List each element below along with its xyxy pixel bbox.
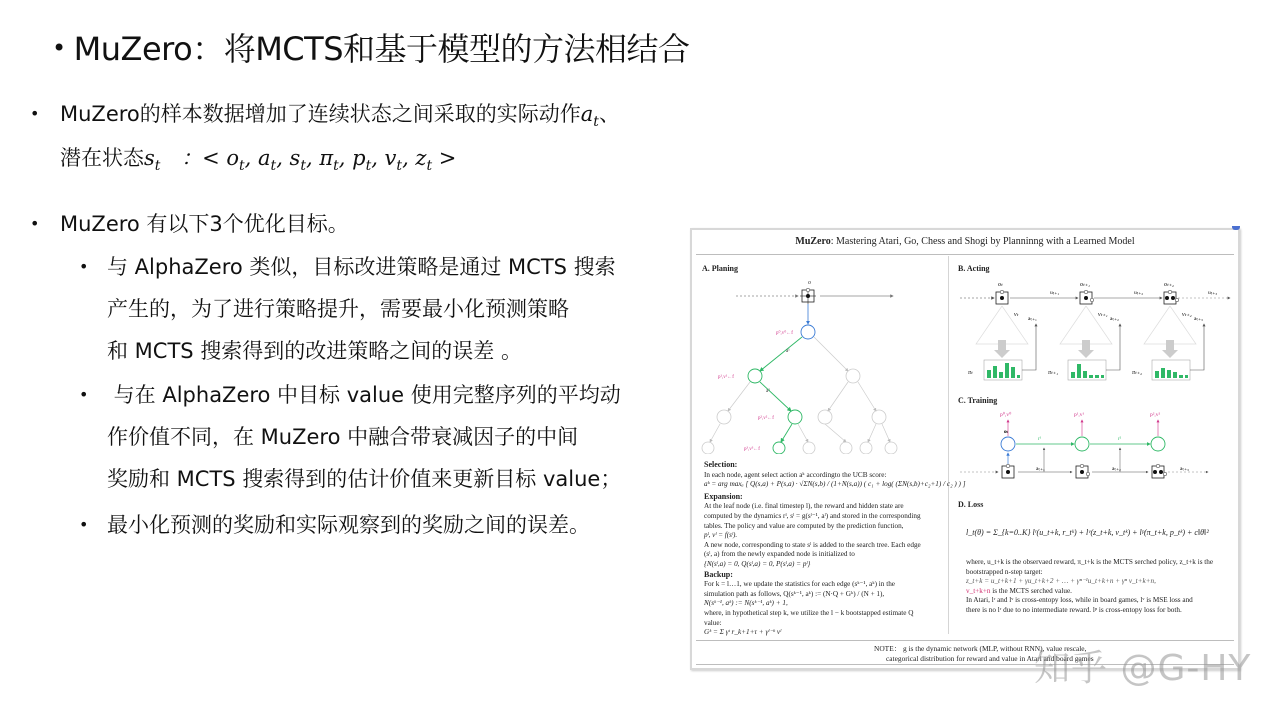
objective-reward xyxy=(79,504,590,546)
figure-note: NOTE： g is the dynamic network (MLP, without RNN), value rescale, categorical distribution for reward and value in Atari and board games xyxy=(874,644,1094,663)
objective-line: 和 MCTS 搜索得到的改进策略之间的误差 。 xyxy=(107,339,522,363)
svg-text:p¹,v¹: p¹,v¹ xyxy=(1074,412,1085,418)
svg-text:a¹: a¹ xyxy=(786,349,790,354)
svg-text:aₜ₊₂: aₜ₊₂ xyxy=(1110,316,1119,322)
svg-text:p⁰,v⁰←f: p⁰,v⁰←f xyxy=(776,331,793,336)
svg-text:r²: r² xyxy=(1118,437,1122,442)
svg-text:p²,v²: p²,v² xyxy=(1150,412,1161,418)
svg-text:o: o xyxy=(808,280,811,286)
planning-description: Selection: In each node, agent select action aᵏ accordingto the UCB score: aᵏ = arg maxₐ [ Q(s,a) + P(s,a) · √ΣN(s,b) / (1+N(s,a)) ( c₁ + log( (ΣN(s,b)+c₂+1) / c₂ ) ) ] Expansion: At the leaf node (i.e. final timestep l), the reward and hidden state are computed by the dynamics rˡ, sˡ = g(sˡ⁻¹, aˡ) and stored in the corresponding tables. The policy and value are computed by the prediction function, pˡ, vˡ = f(sˡ). A new node, corresponding to state sˡ is added to the search tree. Each edge (sˡ, a) from the newly expanded node is initialized to {N(sˡ,a) = 0, Q(sˡ,a) = 0, P(sˡ,a) = pˡ} Backup: For k = l…1, we update the statistics for each edge (sᵏ⁻¹, aᵏ) in the simulation path as follows, Q(sᵏ⁻¹, aᵏ) := (N·Q + Gᵏ) / (N + 1), N(sᵏ⁻¹, aᵏ) := N(sᵏ⁻¹, aᵏ) + 1, where, in hypothetical step k, we utilize the l − k bootstapped estimate Q value: Gᵏ = Σ γᵗ r_k+1+τ + γˡ⁻ᵏ vˡ xyxy=(704,460,966,637)
bullet-dot: • xyxy=(30,104,40,123)
zhihu-watermark: 知乎 @G-HY xyxy=(1034,648,1252,689)
svg-text:uₜ₊₁: uₜ₊₁ xyxy=(1050,290,1060,296)
svg-text:aₜ₊₃: aₜ₊₃ xyxy=(1194,316,1203,322)
bullet-dot: • xyxy=(79,257,89,276)
svg-text:a²: a² xyxy=(766,389,770,394)
bullet-sample-data xyxy=(30,94,620,142)
svg-text:vₜ: vₜ xyxy=(1014,312,1019,318)
bullet-text: MuZero的样本数据增加了连续状态之间采取的实际动作 xyxy=(60,102,581,126)
svg-text:πₜ₊₁: πₜ₊₁ xyxy=(1048,370,1059,376)
svg-text:oₜ₊₁: oₜ₊₁ xyxy=(1080,282,1091,288)
bullet-text: 潜在状态 xyxy=(60,146,144,170)
bullet-objectives-heading xyxy=(30,204,349,244)
svg-text:oₜ: oₜ xyxy=(1004,430,1008,435)
svg-text:vₜ₊₁: vₜ₊₁ xyxy=(1098,312,1108,318)
svg-text:p³,v³←f: p³,v³←f xyxy=(744,447,760,452)
objective-policy xyxy=(79,246,616,372)
section-training-label: C. Training xyxy=(958,396,998,405)
objective-line: 最小化预测的奖励和实际观察到的奖励之间的误差。 xyxy=(107,513,590,537)
acting-step xyxy=(968,282,1037,380)
bullet-dot: • xyxy=(30,214,40,233)
divider xyxy=(696,254,1234,255)
section-loss-label: D. Loss xyxy=(958,500,984,509)
figure-title: MuZero: Mastering Atari, Go, Chess and Shogi by Planninng with a Learned Model xyxy=(795,236,1135,247)
svg-text:r¹: r¹ xyxy=(1038,437,1042,442)
objective-line: 与 AlphaZero 类似，目标改进策略是通过 MCTS 搜索 xyxy=(107,255,616,279)
svg-text:aₜ₊₁: aₜ₊₁ xyxy=(1036,466,1045,472)
bullet-dot: • xyxy=(79,515,89,534)
svg-text:p¹,v¹←f: p¹,v¹←f xyxy=(718,375,734,380)
objective-line: 与在 AlphaZero 中目标 value 使用完整序列的平均动 xyxy=(107,383,621,407)
section-planning-label: A. Planing xyxy=(702,264,739,273)
objective-line: 作价值不同，在 MuZero 中融合带衰减因子的中间 xyxy=(107,425,579,449)
loss-equation: l_t(θ) = Σ_{k=0..K} lʳ(u_t+k, r_tᵏ) + lᵛ(z_t+k, v_tᵏ) + lᵖ(π_t+k, p_tᵏ) + c‖θ‖² xyxy=(966,528,1209,537)
punct: 、 xyxy=(598,102,620,126)
svg-text:uₜ₊₂: uₜ₊₂ xyxy=(1134,290,1144,296)
section-acting-label: B. Acting xyxy=(958,264,990,273)
bullet-latent-state xyxy=(60,138,456,186)
math-tuple: ：< $o_t$, $a_t$, $s_t$, $\pi_t$, $p_t$, $v_t$, $z_t$ > xyxy=(181,146,457,175)
svg-text:oₜ: oₜ xyxy=(998,282,1003,288)
math-a-t: $a_t$ xyxy=(580,102,599,131)
svg-text:aₜ₊₁: aₜ₊₁ xyxy=(1028,316,1037,322)
acting-diagram xyxy=(958,274,1238,384)
svg-text:πₜ: πₜ xyxy=(968,370,973,376)
svg-text:p⁰,v⁰: p⁰,v⁰ xyxy=(1000,412,1012,418)
svg-text:πₜ₊₂: πₜ₊₂ xyxy=(1132,370,1143,376)
objective-value xyxy=(79,374,622,500)
loss-description: where, u_t+k is the observaed reward, π_t+k is the MCTS serched policy, z_t+k is the bootstrapped n-step target: z_t+k = u_t+k+1 + γu_t+k+2 + … + γⁿ⁻¹u_t+k+n + γⁿ v_t+k+n, v_t+k+n is the MCTS serched value. In Atari, lʳ and lᵛ is cross-entopy loss, while in board games, lᵛ is MSE loss and there is no lʳ due to no intermediate reward. lᵖ is cross-entopy loss for both. xyxy=(966,558,1214,614)
bullet-text: MuZero 有以下3个优化目标。 xyxy=(60,212,349,236)
title-text: MuZero：将MCTS和基于模型的方法相结合 xyxy=(73,30,690,68)
bullet-dot: • xyxy=(79,385,89,404)
svg-text:aₜ₊₂: aₜ₊₂ xyxy=(1112,466,1121,472)
slide-title xyxy=(52,24,690,70)
svg-text:p²,v²←f: p²,v²←f xyxy=(758,416,774,421)
training-diagram xyxy=(958,408,1238,488)
svg-text:uₜ₊₃: uₜ₊₃ xyxy=(1208,290,1218,296)
objective-line: 产生的，为了进行策略提升，需要最小化预测策略 xyxy=(107,297,569,321)
scroll-marker xyxy=(1232,226,1240,230)
title-bullet: • xyxy=(52,34,66,62)
math-s-t: $s_t$ xyxy=(144,146,161,175)
svg-text:vₜ₊₂: vₜ₊₂ xyxy=(1182,312,1192,318)
objective-line: 奖励和 MCTS 搜索得到的估计价值来更新目标 value； xyxy=(107,467,622,491)
muzero-figure xyxy=(690,228,1240,670)
svg-text:oₜ₊₂: oₜ₊₂ xyxy=(1164,282,1175,288)
svg-text:aₜ₊₃: aₜ₊₃ xyxy=(1180,466,1189,472)
planning-tree-diagram xyxy=(698,274,948,454)
